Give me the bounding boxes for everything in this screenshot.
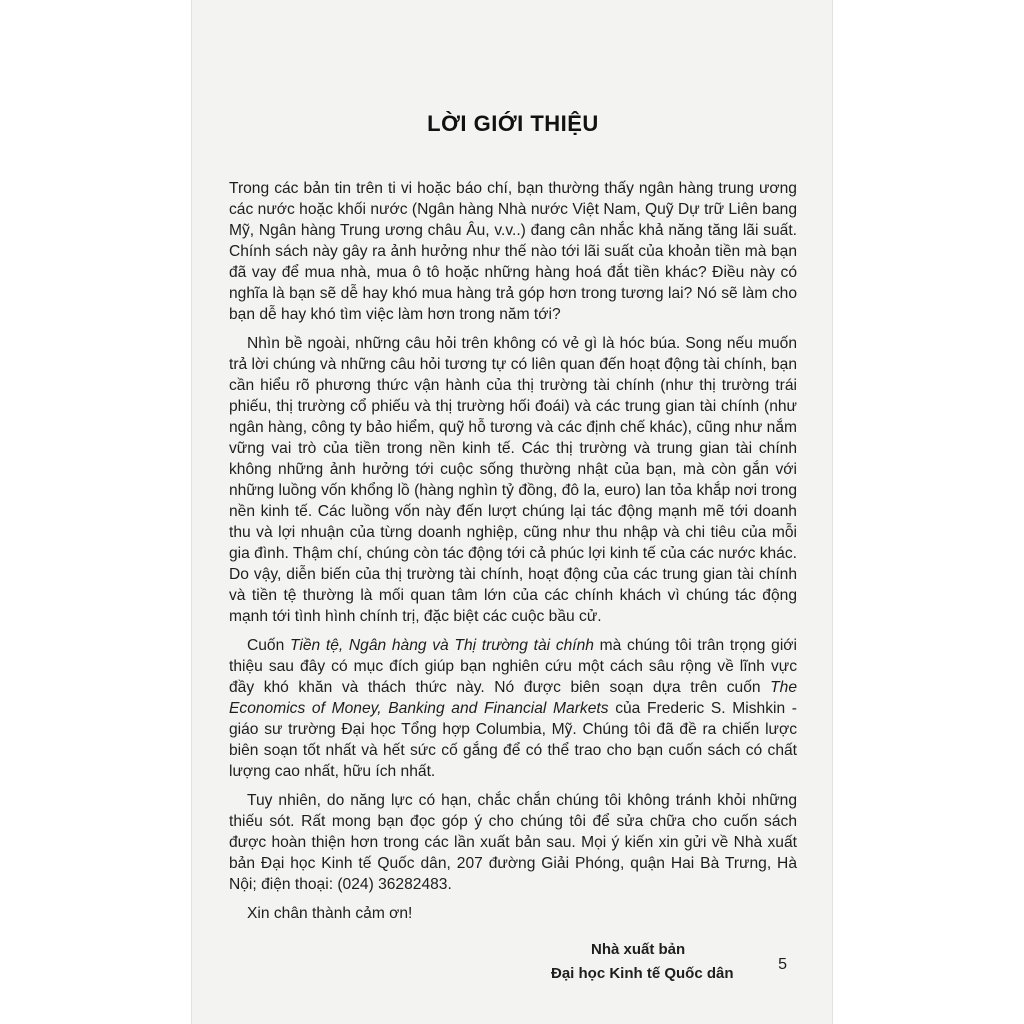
signature-line-1: Nhà xuất bản <box>591 941 686 958</box>
publisher-signature <box>229 938 797 986</box>
signature-line-2: Đại học Kinh tế Quốc dân <box>551 965 734 982</box>
paragraph-2: Nhìn bề ngoài, những câu hỏi trên không có vẻ gì là hóc búa. Song nếu muốn trả lời chúng và những câu hỏi tương tự có liên quan đến hoạt động tài chính, bạn cần hiểu rõ phương thức vận hành của thị trường tài chính (như thị trường trái phiếu, thị trường cổ phiếu và thị trường hối đoái) và các trung gian tài chính (như ngân hàng, công ty bảo hiểm, quỹ hỗ tương và các định chế khác), cũng như nắm vững vai trò của tiền trong nền kinh tế. Các thị trường và trung gian tài chính không những ảnh hưởng tới cuộc sống thường nhật của bạn, mà còn gắn với những luồng vốn khổng lồ (hàng nghìn tỷ đồng, đô la, euro) lan tỏa khắp nơi trong nền kinh tế. Các luồng vốn này đến lượt chúng lại tác động mạnh mẽ tới doanh thu và lợi nhuận của từng doanh nghiệp, cũng như thu nhập và chi tiêu của mỗi gia đình. Thậm chí, chúng còn tác động tới cả phúc lợi kinh tế của các nước khác. Do vậy, diễn biến của thị trường tài chính, hoạt động của các trung gian tài chính và tiền tệ thường là mối quan tâm lớn của các chính khách vì chúng tác động mạnh tới tình hình chính trị, đặc biệt các cuộc bầu cử. <box>229 335 797 625</box>
book-title-vietnamese: Tiền tệ, Ngân hàng và Thị trường tài chính <box>289 637 594 654</box>
page-title: LỜI GIỚI THIỆU <box>427 111 599 136</box>
book-title-english: The Economics of Money, Banking and Financial Markets <box>229 679 797 717</box>
book-page <box>191 0 833 1024</box>
paragraph-4: Tuy nhiên, do năng lực có hạn, chắc chắn chúng tôi không tránh khỏi những thiếu sót. Rất mong bạn đọc góp ý cho chúng tôi để sửa chữa cho cuốn sách được hoàn thiện hơn trong các lần xuất bản sau. Mọi ý kiến xin gửi về Nhà xuất bản Đại học Kinh tế Quốc dân, 207 đường Giải Phóng, quận Hai Bà Trưng, Hà Nội; điện thoại: (024) 36282483. <box>229 792 797 893</box>
paragraph-3-text-c: của Frederic S. Mishkin - giáo sư trường Đại học Tổng hợp Columbia, Mỹ. Chúng tôi đã đề ra chiến lược biên soạn tốt nhất và hết sức cố gắng để có thể trao cho bạn cuốn sách có chất lượng cao nhất, hữu ích nhất. <box>229 700 797 780</box>
thanks-line: Xin chân thành cảm ơn! <box>247 905 413 922</box>
page-number: 5 <box>778 956 787 973</box>
paragraph-1: Trong các bản tin trên ti vi hoặc báo chí, bạn thường thấy ngân hàng trung ương các nước hoặc khối nước (Ngân hàng Nhà nước Việt Nam, Quỹ Dự trữ Liên bang Mỹ, Ngân hàng Trung ương châu Âu, v.v..) đang cân nhắc khả năng tăng lãi suất. Chính sách này gây ra ảnh hưởng như thế nào tới lãi suất của khoản tiền mà bạn đã vay để mua nhà, mua ô tô hoặc những hàng hoá đắt tiền khác? Điều này có nghĩa là bạn sẽ dễ hay khó mua hàng trả góp hơn trong tương lai? Nó sẽ làm cho bạn dễ hay khó tìm việc làm hơn trong năm tới? <box>229 180 797 323</box>
paragraph-3 <box>229 635 797 782</box>
page-content <box>229 110 797 986</box>
paragraph-3-text-b: mà chúng tôi trân trọng giới thiệu sau đây có mục đích giúp bạn nghiên cứu một cách sâu rộng về lĩnh vực đầy khó khăn và thách thức này. Nó được biên soạn dựa trên cuốn <box>229 637 797 696</box>
paragraph-3-text-a: Cuốn <box>247 637 290 654</box>
